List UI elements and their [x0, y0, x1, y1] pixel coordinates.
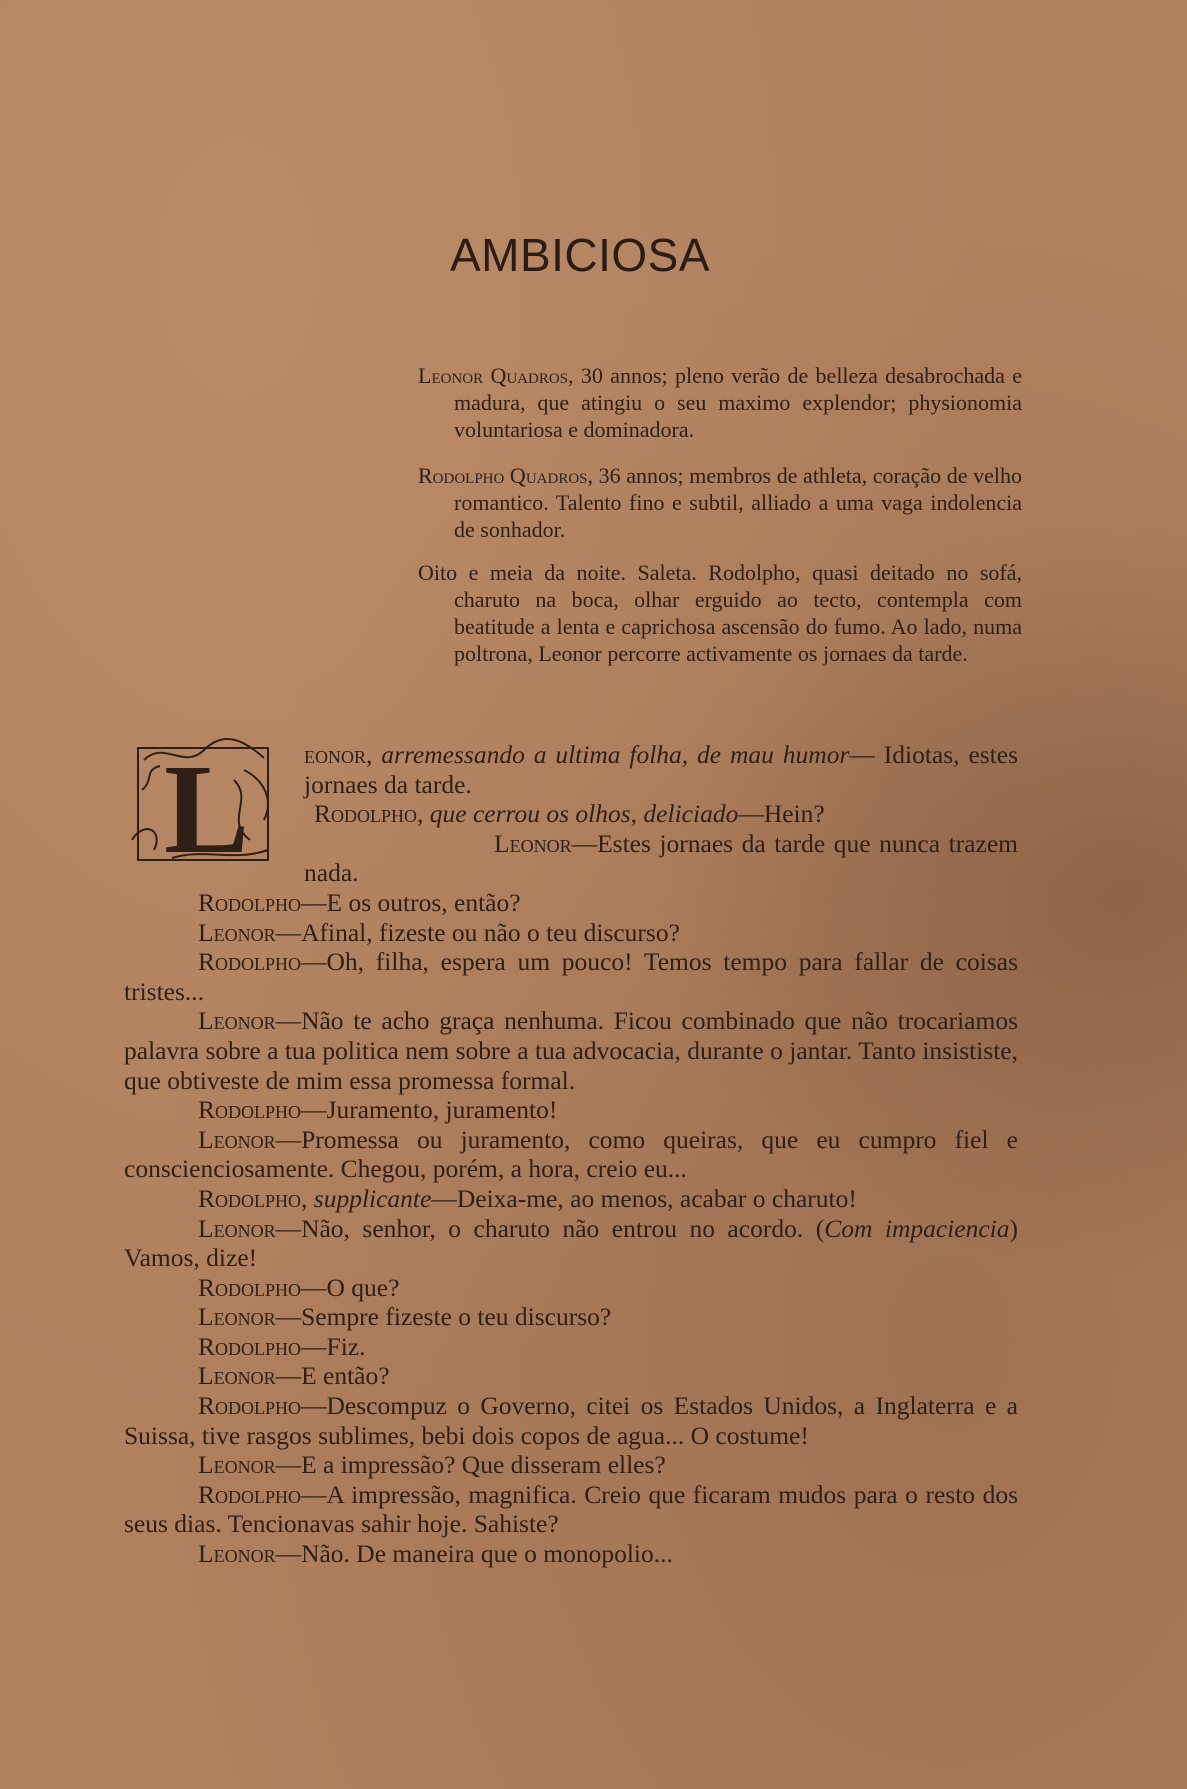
- line-text: Hein?: [763, 799, 825, 829]
- line-text: Promessa ou juramento, como queiras, que eu cumpro fiel e conscienciosamente. Chegou, porém, a hora, creio eu...: [124, 1124, 1018, 1184]
- dialogue-line: [124, 918, 1018, 948]
- dialogue-line: Rodolpho, supplicante—Deixa-me, ao menos, acabar o charuto!: [198, 1183, 857, 1213]
- dialogue-line: [124, 947, 1018, 1006]
- stage-direction-inline: arremessando a ultima folha, de mau humor: [381, 740, 850, 769]
- line-text: Oh, filha, espera um pouco! Temos tempo para fallar de coisas tristes...: [124, 947, 1018, 1006]
- character-description: , 36 annos; membros de athleta, coração de velho romantico. Talento fino e subtil, alliado a uma vaga indolencia de sonhador.: [454, 463, 1022, 542]
- speaker-name: Leonor: [198, 1539, 276, 1569]
- speaker-name: Rodolpho: [198, 1479, 302, 1509]
- line-text: Sempre fizeste o teu discurso?: [301, 1302, 612, 1332]
- dropcap-ornament-icon: [124, 730, 290, 872]
- speaker-name: Leonor: [198, 1124, 276, 1154]
- dash: —: [301, 1095, 327, 1125]
- line-text: Estes jornaes da tarde que nunca trazem nada.: [304, 828, 1018, 888]
- dash: —: [301, 1331, 327, 1361]
- speaker-name: Rodolpho: [314, 799, 418, 829]
- line-text: Não, senhor, o charuto não entrou no acordo. (: [301, 1213, 825, 1243]
- speaker-name: Leonor: [198, 1213, 276, 1243]
- dialogue-line: [124, 888, 1018, 918]
- ornamental-dropcap: [124, 730, 290, 872]
- speaker-name: Leonor: [198, 917, 276, 947]
- dash: —: [275, 1361, 302, 1391]
- dash: —: [275, 1302, 302, 1332]
- dialogue-line: [124, 1332, 1018, 1362]
- line-text: Afinal, fizeste ou não o teu discurso?: [301, 917, 680, 947]
- chapter-title: AMBICIOSA: [449, 229, 711, 281]
- speaker-name: Leonor: [494, 828, 572, 858]
- speaker-name: Rodolpho: [198, 887, 302, 917]
- dash: —: [301, 1391, 327, 1421]
- speaker-name: Leonor: [198, 1361, 276, 1391]
- dash: —: [301, 947, 327, 977]
- speaker-name: Rodolpho: [198, 1331, 302, 1361]
- stage-direction-inline: supplicante: [313, 1183, 432, 1213]
- line-text: Idiotas, estes jornaes da tarde.: [304, 740, 1019, 799]
- dialogue-line: [124, 1006, 1018, 1095]
- character-description: , 30 annos; pleno verão de belleza desabrochada e madura, que atingiu o seu maximo explendor; physionomia voluntariosa e dominadora.: [454, 363, 1023, 442]
- stage-direction-inline: Com impaciencia: [824, 1213, 1010, 1243]
- speaker-name: Rodolpho: [198, 947, 302, 977]
- speaker-name: Rodolpho: [198, 1095, 302, 1125]
- dash: —: [301, 1272, 327, 1302]
- line-text: E os outros, então?: [326, 887, 521, 917]
- line-text: A impressão, magnifica. Creio que ficaram mudos para o resto dos seus dias. Tencionavas sahir hoje. Sahiste?: [124, 1479, 1018, 1539]
- dash: —: [849, 740, 875, 769]
- speaker-name: Leonor: [198, 1006, 276, 1036]
- stage-direction-text: Oito e meia da noite. Saleta. Rodolpho, quasi deitado no sofá, charuto na boca, olhar erguido ao tecto, contempla com beatitude a lenta e caprichosa ascensão do fumo. Ao lado, numa poltrona, Leonor percorre activamente os jornaes da tarde.: [418, 560, 1022, 666]
- character-name: Rodolpho Quadros: [418, 463, 588, 488]
- cast-entry-leonor: [418, 362, 1022, 443]
- stage-direction: [418, 559, 1022, 667]
- line-text: Deixa-me, ao menos, acabar o charuto!: [456, 1183, 857, 1213]
- dash: —: [275, 1450, 302, 1480]
- dash: —: [431, 1183, 457, 1213]
- speaker-name: Rodolpho: [198, 1391, 302, 1421]
- dialogue-line: Rodolpho, que cerrou os olhos, deliciado—Hein?: [314, 799, 825, 829]
- dash: —: [571, 828, 598, 858]
- line-text: Não te acho graça nenhuma. Ficou combinado que não trocariamos palavra sobre a tua politica nem sobre a tua advocacia, durante o jantar. Tanto insististe, que obtiveste de mim essa promessa formal.: [124, 1006, 1018, 1095]
- dash: —: [275, 917, 302, 947]
- dash: —: [301, 887, 327, 917]
- dash: —: [275, 1539, 302, 1569]
- speaker-name: Rodolpho: [198, 1183, 302, 1213]
- dialogue: [124, 740, 1018, 1569]
- line-text: Fiz.: [326, 1331, 366, 1361]
- speaker-name: eonor: [304, 740, 366, 769]
- dialogue-line: [124, 1480, 1018, 1539]
- dialogue-line: [124, 1361, 1018, 1391]
- dialogue-line: [124, 1450, 1018, 1480]
- dash: —: [738, 799, 764, 829]
- dash: —: [301, 1479, 327, 1509]
- stage-direction-inline: que cerrou os olhos, deliciado: [429, 799, 739, 829]
- line-text: Não. De maneira que o monopolio...: [301, 1539, 673, 1569]
- character-name: Leonor Quadros: [418, 363, 569, 388]
- dialogue-line: [124, 1391, 1018, 1450]
- dash: —: [275, 1124, 302, 1154]
- cast-entry-rodolpho: [418, 462, 1022, 543]
- dialogue-line: [124, 1214, 1018, 1273]
- speaker-name: Rodolpho: [198, 1272, 302, 1302]
- dialogue-line: [124, 1302, 1018, 1332]
- dialogue-line: [124, 1125, 1018, 1184]
- line-text: ) Vamos, dize!: [124, 1213, 1018, 1273]
- line-text: Descompuz o Governo, citei os Estados Unidos, a Inglaterra e a Suissa, tive rasgos sublimes, bebi dois copos de agua... O costume!: [124, 1391, 1018, 1450]
- line-text: O que?: [326, 1272, 400, 1302]
- line-text: Juramento, juramento!: [326, 1095, 558, 1125]
- dash: —: [275, 1213, 302, 1243]
- dialogue-line: L eonor, arremessando a ultima folha, de mau humor— Idiotas, estes jornaes da tarde.: [124, 740, 1018, 799]
- speaker-name: Leonor: [198, 1450, 276, 1480]
- dialogue-line: [124, 1095, 1018, 1125]
- line-text: E a impressão? Que disseram elles?: [301, 1450, 666, 1480]
- dialogue-line: [124, 1539, 1018, 1569]
- line-text: E então?: [301, 1361, 390, 1391]
- speaker-name: Leonor: [198, 1302, 276, 1332]
- dialogue-line: [124, 1273, 1018, 1303]
- dropcap-letter: L: [164, 738, 250, 872]
- dash: —: [275, 1006, 302, 1036]
